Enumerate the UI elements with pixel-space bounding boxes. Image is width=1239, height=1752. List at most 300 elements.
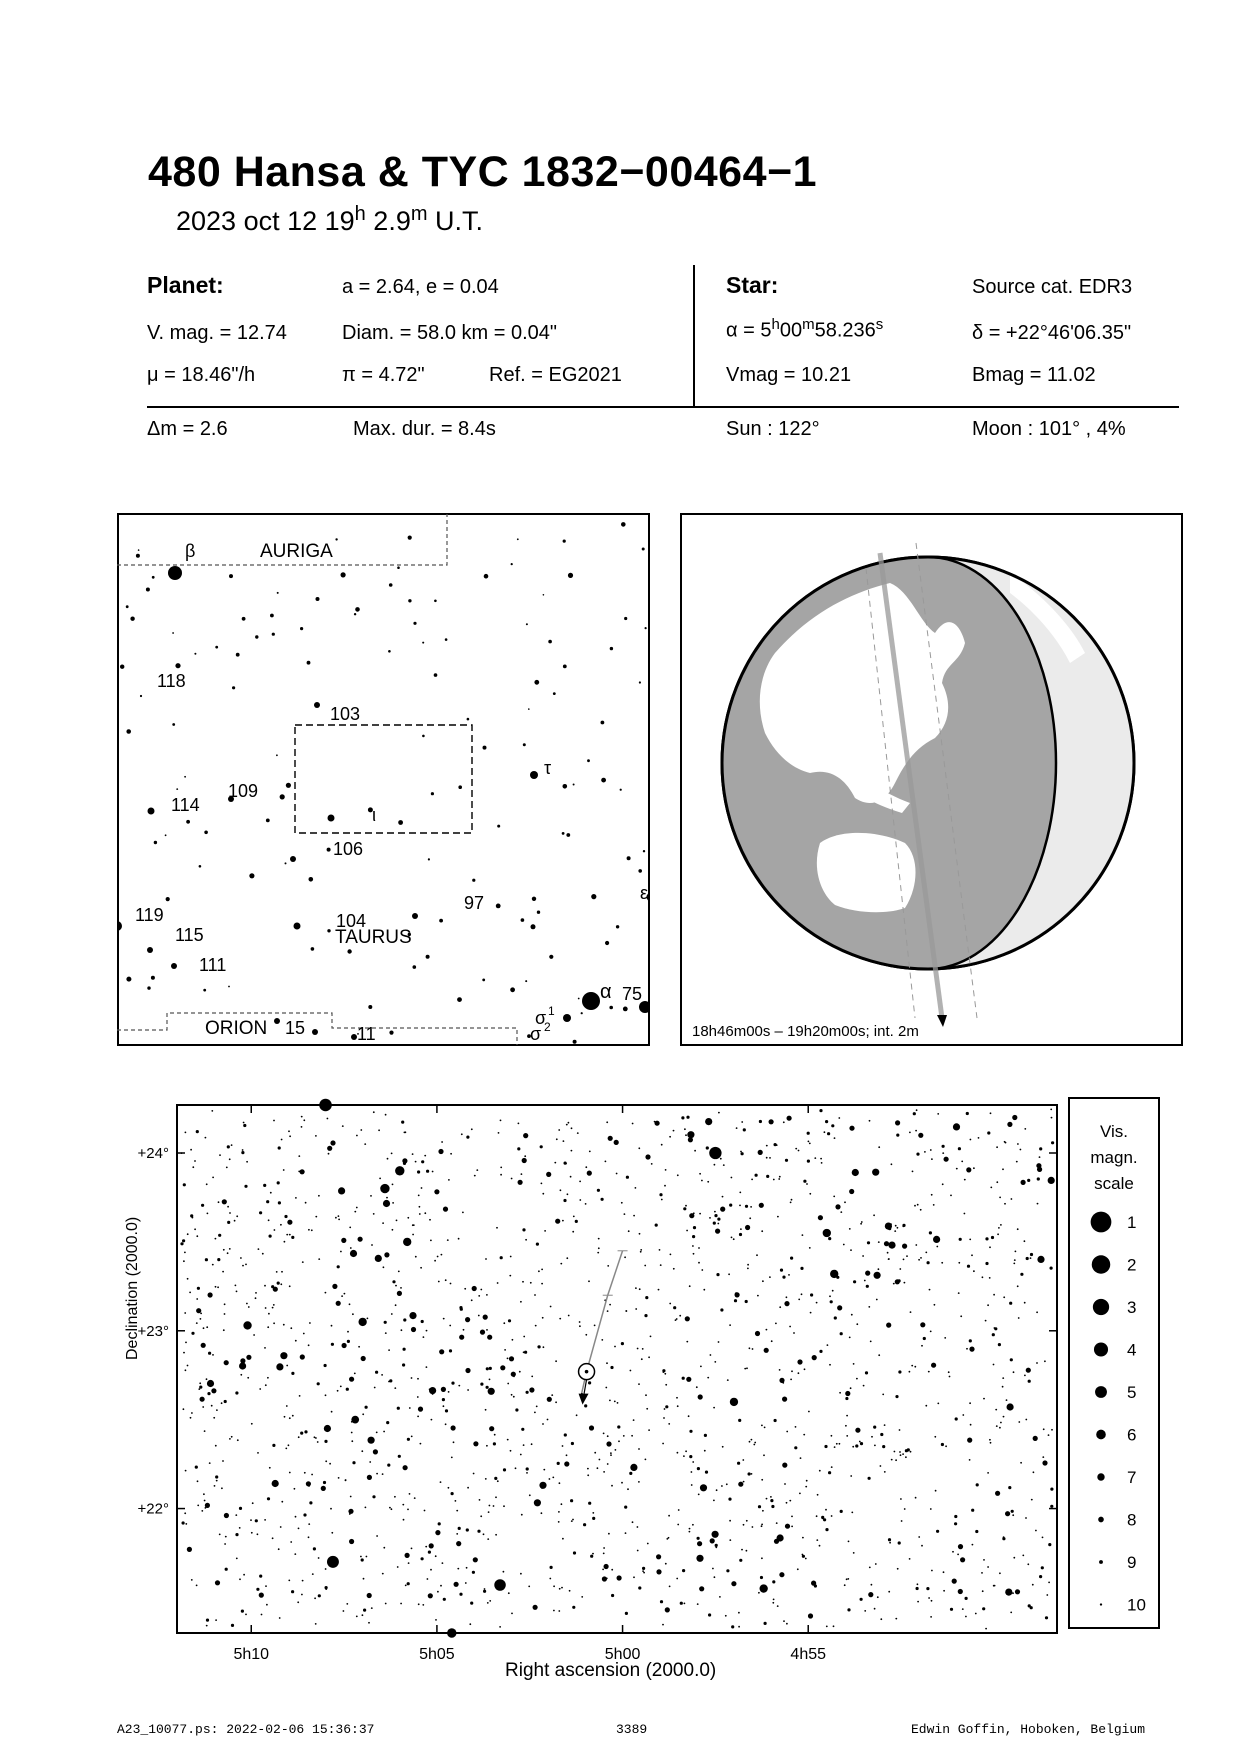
finder-star	[165, 834, 167, 836]
faint-star	[806, 1480, 808, 1482]
faint-star	[808, 1411, 810, 1413]
faint-star	[425, 1546, 427, 1548]
faint-star	[877, 1596, 879, 1598]
faint-star	[610, 1452, 612, 1454]
faint-star	[331, 1325, 333, 1327]
faint-star	[487, 1538, 489, 1540]
faint-star	[544, 1230, 546, 1232]
faint-star	[561, 1587, 563, 1589]
finder-star	[413, 965, 417, 969]
faint-star	[777, 1216, 779, 1218]
faint-star	[291, 1372, 294, 1375]
faint-star	[856, 1323, 858, 1325]
faint-star	[985, 1320, 987, 1322]
faint-star	[325, 1568, 327, 1570]
faint-star	[523, 1336, 525, 1338]
faint-star	[518, 1123, 520, 1125]
faint-star	[853, 1552, 855, 1554]
faint-star	[325, 1394, 327, 1396]
faint-star	[761, 1425, 763, 1427]
faint-star	[853, 1280, 856, 1283]
finder-star	[638, 869, 642, 873]
faint-star	[895, 1395, 898, 1398]
legend-magnitude-dot	[1091, 1212, 1112, 1233]
faint-star	[712, 1531, 719, 1538]
faint-star	[557, 1462, 560, 1465]
finder-star	[228, 986, 230, 988]
faint-star	[611, 1485, 613, 1487]
faint-star	[991, 1236, 994, 1239]
faint-star	[676, 1578, 678, 1580]
faint-star	[921, 1345, 923, 1347]
faint-star	[791, 1526, 793, 1528]
faint-star	[473, 1441, 478, 1446]
faint-star	[579, 1325, 581, 1327]
faint-star	[816, 1302, 818, 1304]
faint-star	[632, 1123, 634, 1125]
faint-star	[694, 1150, 696, 1152]
faint-star	[227, 1252, 229, 1254]
faint-star	[264, 1285, 266, 1287]
faint-star	[801, 1293, 803, 1295]
faint-star	[780, 1269, 783, 1272]
faint-star	[1051, 1117, 1053, 1119]
faint-star	[850, 1387, 852, 1389]
faint-star	[1012, 1514, 1014, 1516]
faint-star	[761, 1557, 763, 1559]
faint-star	[304, 1472, 306, 1474]
faint-star	[937, 1403, 939, 1405]
faint-star	[434, 1260, 436, 1262]
faint-star	[398, 1271, 400, 1273]
faint-star	[995, 1409, 997, 1411]
finder-star	[408, 599, 411, 602]
faint-star	[383, 1547, 385, 1549]
faint-star	[342, 1125, 344, 1127]
faint-star	[403, 1318, 406, 1321]
faint-star	[255, 1297, 257, 1299]
faint-star	[860, 1598, 863, 1601]
faint-star	[631, 1435, 633, 1437]
faint-star	[246, 1303, 248, 1305]
faint-star	[665, 1607, 670, 1612]
finder-star	[151, 976, 155, 980]
faint-star	[793, 1332, 795, 1334]
finder-star	[388, 650, 391, 653]
faint-star	[521, 1428, 524, 1431]
faint-star	[789, 1500, 791, 1502]
faint-star	[809, 1193, 811, 1195]
faint-star	[658, 1289, 660, 1291]
faint-star	[289, 1135, 291, 1137]
bright-star	[494, 1579, 506, 1591]
faint-star	[914, 1366, 916, 1368]
faint-star	[222, 1199, 227, 1204]
greek-sigma-2: σ	[530, 1024, 542, 1044]
faint-star	[280, 1224, 282, 1226]
faint-star	[782, 1382, 784, 1384]
faint-star	[483, 1533, 485, 1535]
faint-star	[888, 1538, 891, 1541]
faint-star	[290, 1541, 292, 1543]
faint-star	[989, 1439, 991, 1441]
faint-star	[347, 1340, 350, 1343]
faint-star	[318, 1195, 320, 1197]
faint-star	[480, 1289, 482, 1291]
faint-star	[212, 1354, 214, 1356]
faint-star	[235, 1533, 238, 1536]
faint-star	[556, 1138, 558, 1140]
faint-star	[669, 1303, 671, 1305]
faint-star	[284, 1215, 287, 1218]
faint-star	[766, 1145, 768, 1147]
faint-star	[720, 1308, 723, 1311]
faint-star	[1007, 1403, 1014, 1410]
faint-star	[798, 1372, 800, 1374]
faint-star	[783, 1121, 785, 1123]
faint-star	[699, 1586, 704, 1591]
faint-star	[566, 1454, 568, 1456]
finder-star	[472, 879, 475, 882]
faint-star	[503, 1505, 505, 1507]
faint-star	[894, 1230, 896, 1232]
finder-star	[422, 642, 424, 644]
faint-star	[558, 1610, 560, 1612]
bright-star	[351, 1416, 359, 1424]
faint-star	[508, 1592, 510, 1594]
faint-star	[943, 1590, 945, 1592]
faint-star	[224, 1400, 227, 1403]
faint-star	[432, 1171, 434, 1173]
faint-star	[1046, 1594, 1048, 1596]
faint-star	[231, 1144, 233, 1146]
faint-star	[340, 1386, 342, 1388]
faint-star	[819, 1545, 821, 1547]
faint-star	[197, 1505, 199, 1507]
faint-star	[606, 1121, 608, 1123]
faint-star	[698, 1247, 700, 1249]
faint-star	[966, 1112, 969, 1115]
faint-star	[739, 1192, 741, 1194]
faint-star	[261, 1614, 263, 1616]
faint-star	[1005, 1589, 1012, 1596]
faint-star	[958, 1292, 960, 1294]
faint-star	[900, 1454, 902, 1456]
faint-star	[934, 1304, 936, 1306]
faint-star	[362, 1614, 364, 1616]
faint-star	[931, 1363, 936, 1368]
faint-star	[480, 1383, 483, 1386]
finder-star	[147, 947, 153, 953]
faint-star	[964, 1179, 966, 1181]
faint-star	[541, 1183, 543, 1185]
faint-star	[486, 1386, 489, 1389]
faint-star	[1045, 1616, 1048, 1619]
faint-star	[762, 1510, 764, 1512]
faint-star	[332, 1284, 337, 1289]
faint-star	[1051, 1141, 1054, 1144]
faint-star	[1024, 1128, 1026, 1130]
faint-star	[625, 1612, 628, 1615]
faint-star	[607, 1310, 609, 1312]
faint-star	[673, 1268, 675, 1270]
faint-star	[958, 1262, 960, 1264]
minute-unit: m	[410, 203, 428, 225]
faint-star	[443, 1318, 445, 1320]
faint-star	[635, 1187, 637, 1189]
faint-star	[704, 1434, 707, 1437]
faint-star	[1009, 1302, 1012, 1305]
faint-star	[823, 1518, 826, 1521]
faint-star	[392, 1184, 394, 1186]
faint-star	[913, 1112, 916, 1115]
faint-star	[758, 1150, 763, 1155]
faint-star	[969, 1239, 971, 1241]
faint-star	[588, 1502, 591, 1505]
y-tick-label: +23°	[137, 1322, 169, 1340]
faint-star	[308, 1229, 310, 1231]
faint-star	[528, 1586, 530, 1588]
faint-star	[513, 1396, 515, 1398]
faint-star	[693, 1253, 695, 1255]
faint-star	[679, 1315, 681, 1317]
faint-star	[989, 1277, 991, 1279]
faint-star	[222, 1460, 224, 1462]
faint-star	[259, 1388, 261, 1390]
faint-star	[701, 1180, 703, 1182]
star-label-104: 104	[336, 911, 367, 931]
faint-star	[257, 1533, 259, 1535]
faint-star	[665, 1563, 667, 1565]
faint-star	[731, 1177, 733, 1179]
faint-star	[716, 1489, 718, 1491]
finder-star	[532, 897, 536, 901]
faint-star	[286, 1405, 288, 1407]
faint-star	[663, 1417, 665, 1419]
faint-star	[236, 1291, 238, 1293]
faint-star	[691, 1484, 693, 1486]
faint-star	[438, 1522, 441, 1525]
faint-star	[749, 1217, 751, 1219]
legend-magnitude-dot	[1099, 1560, 1103, 1564]
finder-star	[311, 947, 315, 951]
faint-star	[451, 1457, 453, 1459]
faint-star	[597, 1189, 600, 1192]
magnitude-drop: Δm = 2.6	[147, 418, 228, 440]
faint-star	[795, 1426, 797, 1428]
faint-star	[542, 1193, 544, 1195]
faint-star	[572, 1519, 574, 1521]
faint-star	[945, 1445, 947, 1447]
faint-star	[760, 1576, 763, 1579]
finder-star	[389, 583, 393, 587]
faint-star	[614, 1140, 619, 1145]
faint-star	[895, 1279, 900, 1284]
faint-star	[364, 1143, 366, 1145]
faint-star	[717, 1223, 719, 1225]
faint-star	[477, 1530, 480, 1533]
faint-star	[871, 1584, 873, 1586]
faint-star	[726, 1569, 729, 1572]
faint-star	[458, 1527, 461, 1530]
finder-star	[314, 702, 320, 708]
faint-star	[878, 1354, 880, 1356]
finder-star	[563, 665, 567, 669]
faint-star	[1039, 1147, 1042, 1150]
faint-star	[268, 1219, 270, 1221]
faint-star	[692, 1245, 694, 1247]
faint-star	[1014, 1259, 1016, 1261]
faint-star	[246, 1355, 251, 1360]
faint-star	[330, 1140, 335, 1145]
faint-star	[324, 1425, 331, 1432]
faint-star	[236, 1558, 238, 1560]
faint-star	[409, 1312, 416, 1319]
faint-star	[385, 1332, 387, 1334]
faint-star	[208, 1352, 211, 1355]
faint-star	[274, 1229, 276, 1231]
faint-star	[845, 1425, 847, 1427]
faint-star	[281, 1139, 283, 1141]
faint-star	[794, 1446, 797, 1449]
legend-magnitude-label: 8	[1127, 1510, 1137, 1530]
faint-star	[624, 1506, 627, 1509]
faint-star	[509, 1275, 511, 1277]
faint-star	[889, 1542, 891, 1544]
faint-star	[798, 1299, 800, 1301]
faint-star	[289, 1472, 291, 1474]
faint-star	[875, 1563, 877, 1565]
faint-star	[315, 1623, 317, 1625]
faint-star	[602, 1569, 604, 1571]
faint-star	[345, 1479, 347, 1481]
faint-star	[551, 1394, 553, 1396]
faint-star	[206, 1183, 208, 1185]
faint-star	[970, 1139, 972, 1141]
faint-star	[786, 1502, 788, 1504]
faint-star	[928, 1371, 930, 1373]
faint-star	[754, 1442, 756, 1444]
faint-star	[543, 1346, 545, 1348]
faint-star	[397, 1407, 400, 1410]
faint-star	[1036, 1362, 1038, 1364]
faint-star	[785, 1524, 790, 1529]
planet-parallax: π = 4.72"	[342, 364, 425, 386]
faint-star	[196, 1130, 199, 1133]
faint-star	[1018, 1317, 1020, 1319]
greek-epsilon: ε	[640, 883, 649, 903]
faint-star	[645, 1154, 650, 1159]
faint-star	[743, 1524, 745, 1526]
faint-star	[456, 1510, 458, 1512]
faint-star	[686, 1116, 689, 1119]
faint-star	[227, 1206, 229, 1208]
faint-star	[837, 1305, 842, 1310]
faint-star	[309, 1501, 312, 1504]
faint-star	[512, 1339, 514, 1341]
faint-star	[300, 1169, 305, 1174]
finder-star	[609, 1006, 613, 1010]
faint-star	[1006, 1399, 1008, 1401]
faint-star	[697, 1537, 700, 1540]
finder-star	[312, 1029, 318, 1035]
faint-star	[449, 1325, 451, 1327]
faint-star	[206, 1326, 208, 1328]
faint-star	[829, 1295, 831, 1297]
faint-star	[185, 1470, 187, 1472]
faint-star	[738, 1482, 743, 1487]
faint-star	[639, 1288, 641, 1290]
legend-magnitude-dot	[1097, 1473, 1104, 1480]
faint-star	[437, 1591, 439, 1593]
faint-star	[562, 1445, 564, 1447]
faint-star	[707, 1181, 709, 1183]
faint-star	[367, 1593, 372, 1598]
faint-star	[259, 1211, 262, 1214]
faint-star	[761, 1524, 763, 1526]
faint-star	[277, 1181, 280, 1184]
faint-star	[489, 1505, 491, 1507]
finder-star	[285, 862, 287, 864]
faint-star	[185, 1342, 187, 1344]
faint-star	[902, 1244, 907, 1249]
faint-star	[700, 1366, 702, 1368]
faint-star	[1012, 1592, 1014, 1594]
faint-star	[714, 1211, 716, 1213]
faint-star	[1050, 1505, 1053, 1508]
faint-star	[844, 1584, 846, 1586]
faint-star	[187, 1547, 192, 1552]
greek-iota: ι	[372, 805, 376, 825]
faint-star	[522, 1228, 525, 1231]
faint-star	[778, 1178, 780, 1180]
bright-star	[243, 1321, 251, 1329]
faint-star	[797, 1359, 802, 1364]
faint-star	[849, 1337, 851, 1339]
faint-star	[847, 1608, 850, 1611]
faint-star	[804, 1368, 806, 1370]
faint-star	[385, 1114, 387, 1116]
faint-star	[914, 1205, 916, 1207]
faint-star	[221, 1487, 223, 1489]
finder-star	[553, 692, 556, 695]
faint-star	[519, 1371, 521, 1373]
faint-star	[236, 1215, 238, 1217]
faint-star	[378, 1129, 380, 1131]
faint-star	[987, 1566, 989, 1568]
faint-star	[431, 1419, 433, 1421]
faint-star	[489, 1379, 491, 1381]
faint-star	[240, 1374, 242, 1376]
faint-star	[215, 1238, 217, 1240]
faint-star	[467, 1487, 469, 1489]
faint-star	[924, 1151, 926, 1153]
finder-star	[525, 980, 527, 982]
faint-star	[402, 1504, 404, 1506]
faint-star	[272, 1307, 274, 1309]
faint-star	[969, 1402, 971, 1404]
faint-star	[602, 1576, 607, 1581]
faint-star	[910, 1451, 912, 1453]
faint-star	[208, 1292, 213, 1297]
faint-star	[287, 1220, 292, 1225]
faint-star	[776, 1144, 778, 1146]
faint-star	[226, 1167, 228, 1169]
greek-beta: β	[185, 541, 196, 561]
faint-star	[325, 1588, 327, 1590]
faint-star	[745, 1225, 750, 1230]
faint-star	[599, 1459, 601, 1461]
